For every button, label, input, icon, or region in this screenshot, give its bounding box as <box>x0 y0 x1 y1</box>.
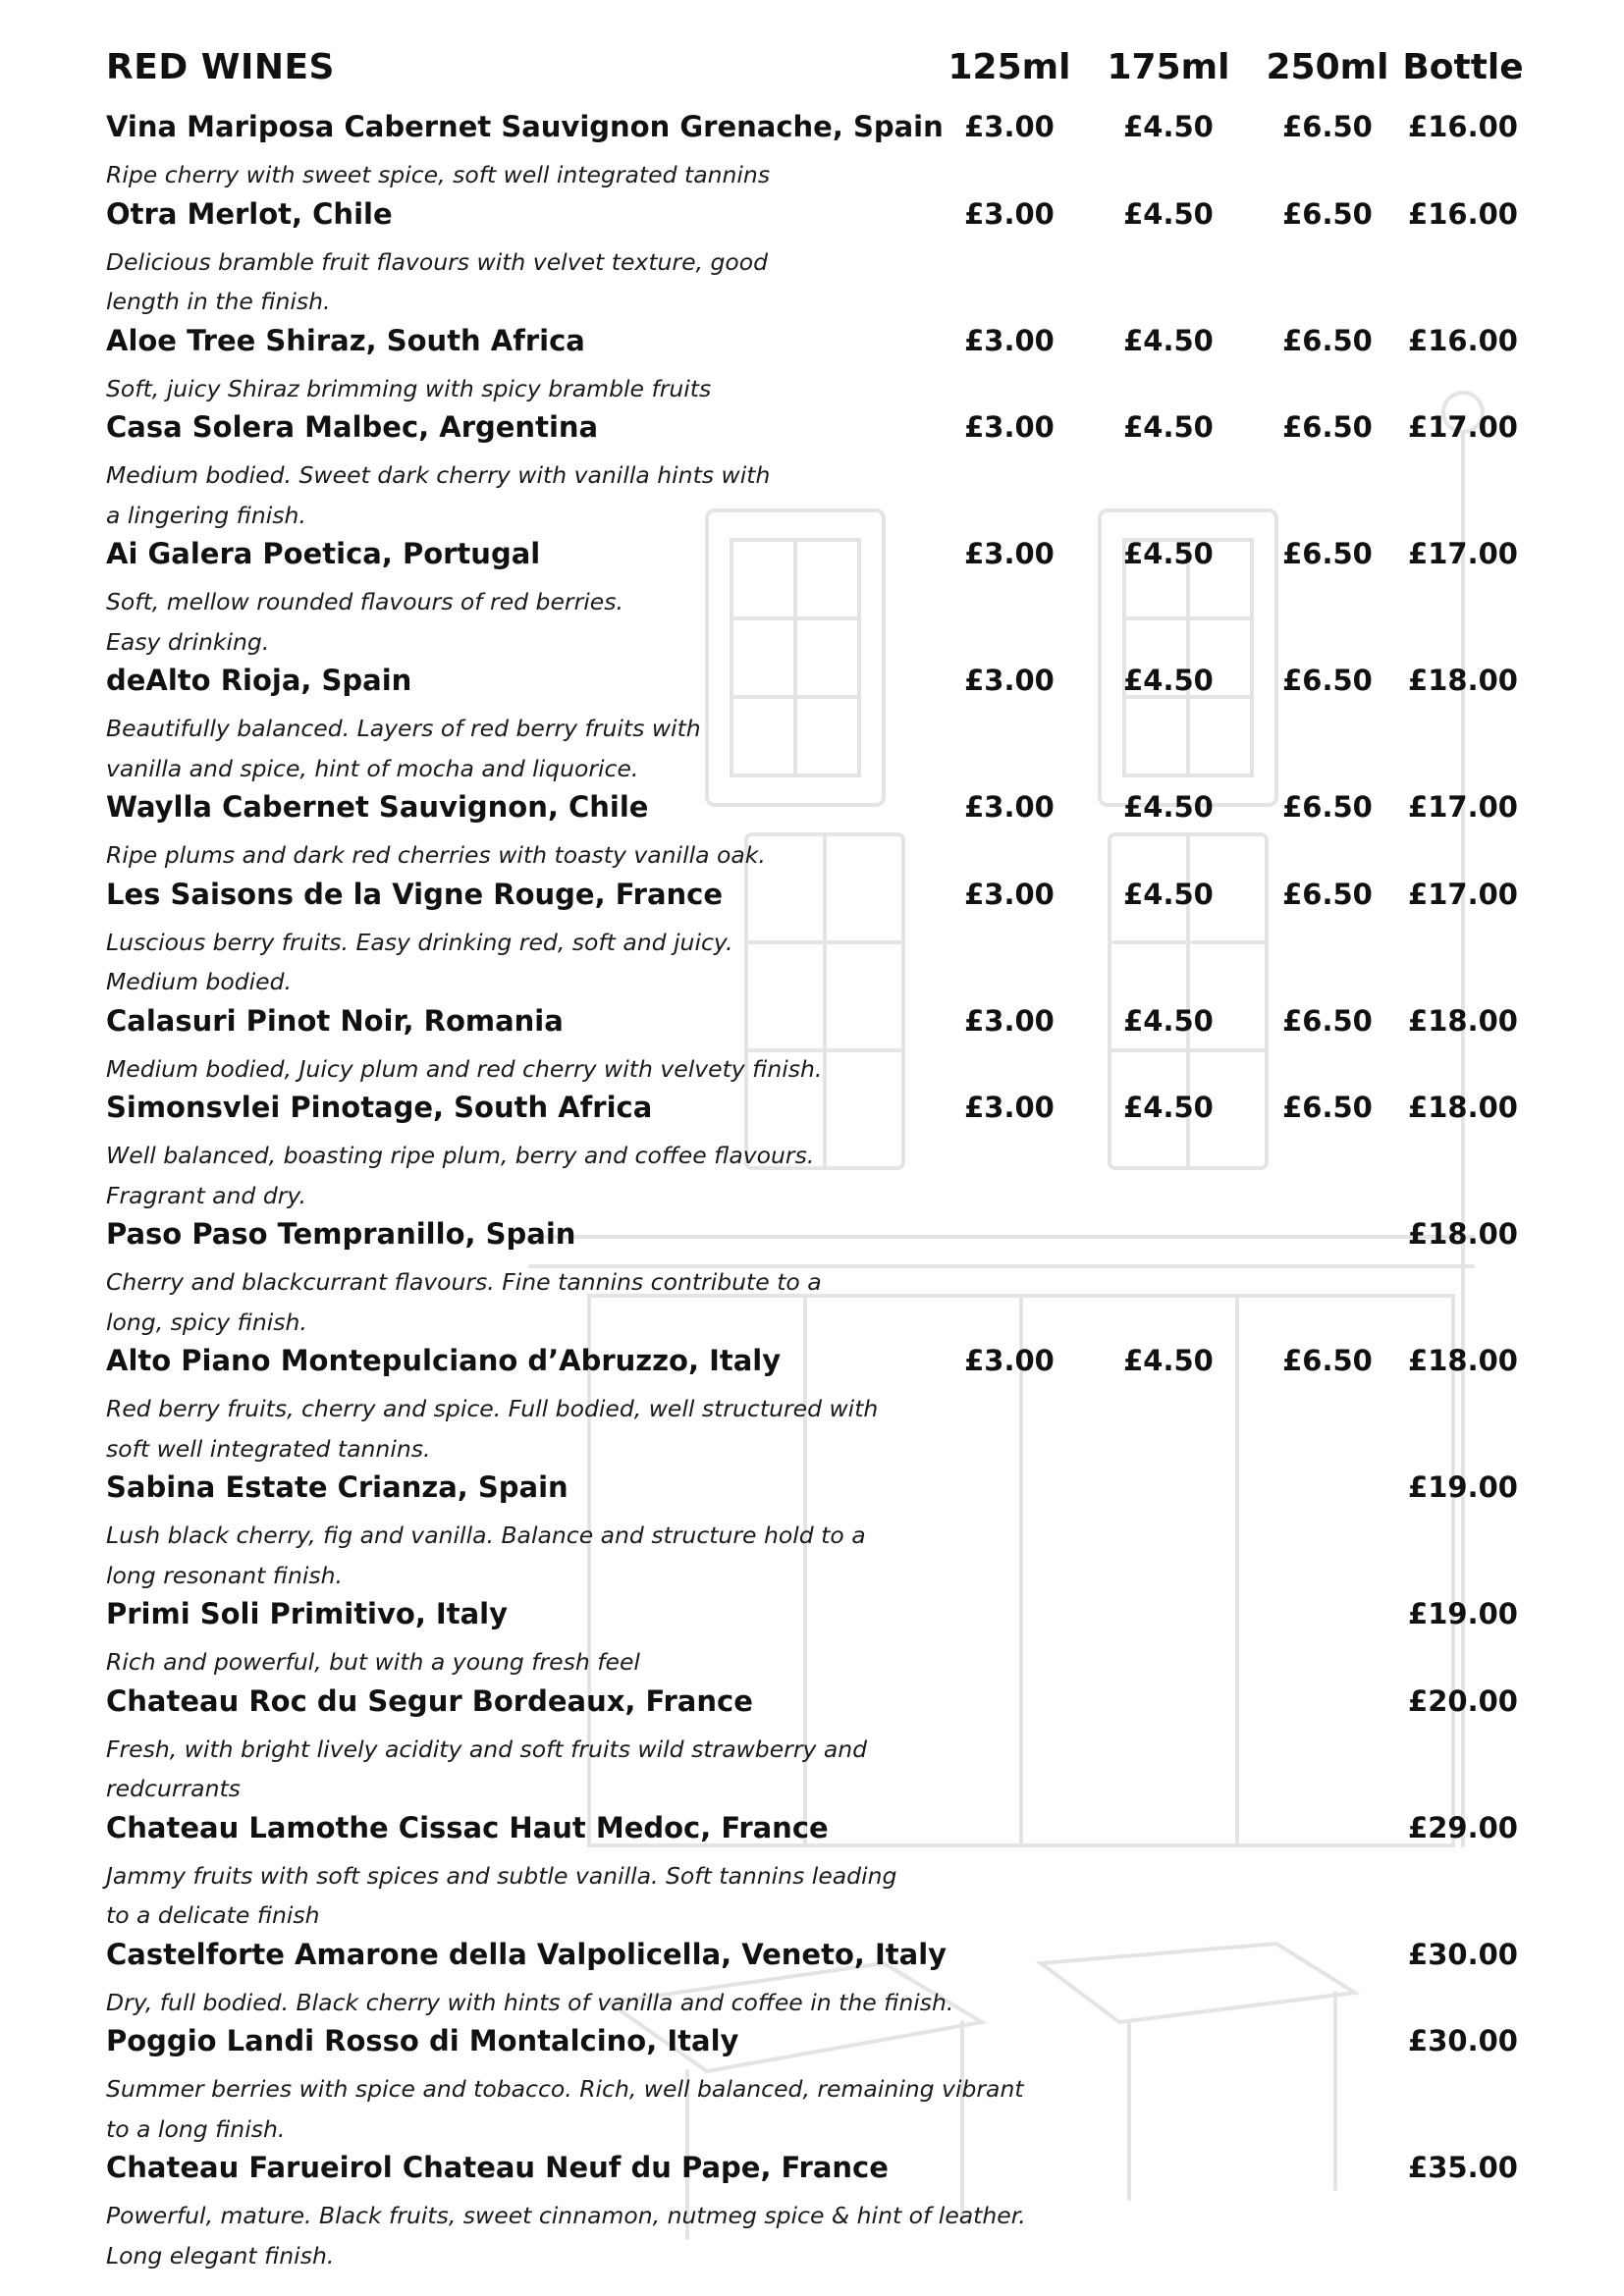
wine-description-line: Powerful, mature. Black fruits, sweet cinnamon, nutmeg spice & hint of leather. <box>106 2202 1026 2229</box>
price-250ml: £6.50 <box>1282 410 1373 444</box>
wine-description <box>106 1642 1049 1682</box>
price-125ml: £3.00 <box>964 1091 1055 1124</box>
price-bottle: £19.00 <box>1408 1470 1518 1504</box>
price-125ml: £3.00 <box>964 664 1055 697</box>
wine-name: Ai Galera Poetica, Portugal <box>106 537 541 570</box>
price-175ml: £4.50 <box>1123 537 1214 570</box>
price-bottle: £35.00 <box>1408 2151 1518 2184</box>
price-125ml: £3.00 <box>964 110 1055 143</box>
price-125ml: £3.00 <box>964 1003 1055 1038</box>
wine-description-line: long resonant finish. <box>106 1561 344 1589</box>
price-250ml: £6.50 <box>1282 196 1373 231</box>
wine-description-line: a lingering finish. <box>106 501 306 529</box>
price-175ml: £4.50 <box>1123 1091 1214 1124</box>
price-175ml: £4.50 <box>1123 1003 1214 1038</box>
price-175ml: £4.50 <box>1123 196 1214 231</box>
wine-name: Waylla Cabernet Sauvignon, Chile <box>106 790 649 824</box>
wine-description <box>106 1983 1049 2023</box>
wine-description-line: Fragrant and dry. <box>106 1181 306 1209</box>
wine-name: Casa Solera Malbec, Argentina <box>106 410 599 444</box>
price-125ml: £3.00 <box>964 537 1055 570</box>
wine-description-line: to a delicate finish <box>106 1901 320 1929</box>
wine-description-line: Easy drinking. <box>106 627 270 656</box>
wine-description-line: Beautifully balanced. Layers of red berry fruits with <box>106 715 701 742</box>
wine-description-line: to a long finish. <box>106 2114 286 2143</box>
wine-description <box>106 155 1049 195</box>
price-bottle: £17.00 <box>1408 877 1518 911</box>
wine-description-line: Ripe plums and dark red cherries with toasty vanilla oak. <box>106 841 766 869</box>
price-125ml: £3.00 <box>964 1344 1055 1377</box>
price-bottle: £29.00 <box>1408 1810 1518 1844</box>
price-175ml: £4.50 <box>1123 1344 1214 1377</box>
wine-description-line: Soft, juicy Shiraz brimming with spicy bramble fruits <box>106 374 712 402</box>
price-bottle: £16.00 <box>1408 323 1518 357</box>
price-250ml: £6.50 <box>1282 877 1373 911</box>
price-bottle: £16.00 <box>1408 110 1518 143</box>
column-header-125ml: 125ml <box>947 47 1071 87</box>
wine-description-line: Red berry fruits, cherry and spice. Full bodied, well structured with <box>106 1395 879 1422</box>
wine-description <box>106 1516 1049 1595</box>
price-bottle: £17.00 <box>1408 410 1518 444</box>
price-bottle: £18.00 <box>1408 1091 1518 1124</box>
wine-description <box>106 1856 1049 1936</box>
wine-name: Castelforte Amarone della Valpolicella, Veneto, Italy <box>106 1937 947 1971</box>
price-125ml: £3.00 <box>964 877 1055 911</box>
wine-description-line: Dry, full bodied. Black cherry with hints of vanilla and coffee in the finish. <box>106 1988 954 2016</box>
wine-name: Simonsvlei Pinotage, South Africa <box>106 1091 653 1124</box>
wine-name: Paso Paso Tempranillo, Spain <box>106 1217 576 1251</box>
column-header-bottle: Bottle <box>1402 47 1524 87</box>
price-bottle: £30.00 <box>1408 2024 1518 2057</box>
wine-description-line: Medium bodied, Juicy plum and red cherry with velvety finish. <box>106 1054 823 1083</box>
price-125ml: £3.00 <box>964 790 1055 824</box>
wine-name: Aloe Tree Shiraz, South Africa <box>106 323 585 357</box>
price-250ml: £6.50 <box>1282 1003 1373 1038</box>
price-bottle: £18.00 <box>1408 1217 1518 1251</box>
price-250ml: £6.50 <box>1282 537 1373 570</box>
price-bottle: £30.00 <box>1408 1937 1518 1971</box>
price-250ml: £6.50 <box>1282 790 1373 824</box>
wine-description-line: Jammy fruits with soft spices and subtle vanilla. Soft tannins leading <box>106 1861 897 1890</box>
price-bottle: £17.00 <box>1408 790 1518 824</box>
wine-description <box>106 369 1049 409</box>
wine-description <box>106 923 1049 1002</box>
wine-name: Sabina Estate Crianza, Spain <box>106 1470 568 1504</box>
wine-description-line: long, spicy finish. <box>106 1308 307 1336</box>
column-header-250ml: 250ml <box>1266 47 1389 87</box>
price-125ml: £3.00 <box>964 323 1055 357</box>
wine-description-line: Rich and powerful, but with a young fresh feel <box>106 1648 640 1676</box>
wine-description-line: Well balanced, boasting ripe plum, berry and coffee flavours. <box>106 1142 815 1169</box>
wine-description-line: Medium bodied. Sweet dark cherry with vanilla hints with <box>106 461 771 489</box>
price-bottle: £17.00 <box>1408 537 1518 570</box>
wine-description-line: Long elegant finish. <box>106 2241 335 2269</box>
price-bottle: £18.00 <box>1408 664 1518 697</box>
price-175ml: £4.50 <box>1123 410 1214 444</box>
wine-description-line: redcurrants <box>106 1775 241 1802</box>
price-bottle: £18.00 <box>1408 1003 1518 1038</box>
wine-name: Chateau Farueirol Chateau Neuf du Pape, France <box>106 2151 889 2184</box>
wine-description-line: Cherry and blackcurrant flavours. Fine tannins contribute to a <box>106 1268 822 1296</box>
wine-description-line: vanilla and spice, hint of mocha and liquorice. <box>106 754 639 782</box>
wine-name: Poggio Landi Rosso di Montalcino, Italy <box>106 2024 739 2057</box>
wine-description <box>106 2196 1049 2275</box>
wine-name: Chateau Roc du Segur Bordeaux, France <box>106 1683 753 1718</box>
wine-description <box>106 1262 1049 1342</box>
menu-title: RED WINES <box>106 47 335 87</box>
price-125ml: £3.00 <box>964 196 1055 231</box>
price-250ml: £6.50 <box>1282 110 1373 143</box>
wine-description-line: Fresh, with bright lively acidity and soft fruits wild strawberry and <box>106 1735 868 1763</box>
price-bottle: £16.00 <box>1408 196 1518 231</box>
wine-description-line: Ripe cherry with sweet spice, soft well integrated tannins <box>106 161 771 188</box>
menu-header <box>0 47 1624 100</box>
wine-description-line: Summer berries with spice and tobacco. Rich, well balanced, remaining vibrant <box>106 2075 1024 2103</box>
wine-description-line: Luscious berry fruits. Easy drinking red, soft and juicy. <box>106 928 733 956</box>
price-125ml: £3.00 <box>964 410 1055 444</box>
price-bottle: £19.00 <box>1408 1597 1518 1630</box>
wine-description-line: length in the finish. <box>106 288 331 315</box>
wine-description <box>106 582 1049 662</box>
wine-description <box>106 1730 1049 1809</box>
wine-description <box>106 1136 1049 1215</box>
wine-name: Otra Merlot, Chile <box>106 196 393 231</box>
wine-name: deAlto Rioja, Spain <box>106 664 412 697</box>
price-bottle: £18.00 <box>1408 1344 1518 1377</box>
price-250ml: £6.50 <box>1282 1344 1373 1377</box>
wine-description-line: Medium bodied. <box>106 968 293 995</box>
wine-description <box>106 242 1049 322</box>
wine-name: Les Saisons de la Vigne Rouge, France <box>106 877 724 911</box>
price-175ml: £4.50 <box>1123 877 1214 911</box>
price-175ml: £4.50 <box>1123 664 1214 697</box>
wine-name: Calasuri Pinot Noir, Romania <box>106 1003 564 1038</box>
wine-description-line: Soft, mellow rounded flavours of red berries. <box>106 588 623 615</box>
wine-description <box>106 835 1049 876</box>
wine-description <box>106 709 1049 788</box>
price-175ml: £4.50 <box>1123 790 1214 824</box>
price-250ml: £6.50 <box>1282 1091 1373 1124</box>
wine-description-line: Lush black cherry, fig and vanilla. Balance and structure hold to a <box>106 1522 866 1549</box>
column-header-175ml: 175ml <box>1107 47 1230 87</box>
price-bottle: £20.00 <box>1408 1683 1518 1718</box>
wine-description-line: Delicious bramble fruit flavours with velvet texture, good <box>106 247 769 276</box>
price-175ml: £4.50 <box>1123 323 1214 357</box>
wine-description <box>106 1389 1049 1468</box>
wine-description <box>106 1049 1049 1090</box>
wine-name: Vina Mariposa Cabernet Sauvignon Grenache, Spain <box>106 110 944 143</box>
price-175ml: £4.50 <box>1123 110 1214 143</box>
wine-description <box>106 455 1049 535</box>
wine-name: Primi Soli Primitivo, Italy <box>106 1597 509 1630</box>
wine-description <box>106 2069 1049 2149</box>
wine-name: Chateau Lamothe Cissac Haut Medoc, France <box>106 1810 829 1844</box>
wine-name: Alto Piano Montepulciano d’Abruzzo, Italy <box>106 1344 782 1377</box>
price-250ml: £6.50 <box>1282 664 1373 697</box>
wine-description-line: soft well integrated tannins. <box>106 1434 431 1463</box>
price-250ml: £6.50 <box>1282 323 1373 357</box>
